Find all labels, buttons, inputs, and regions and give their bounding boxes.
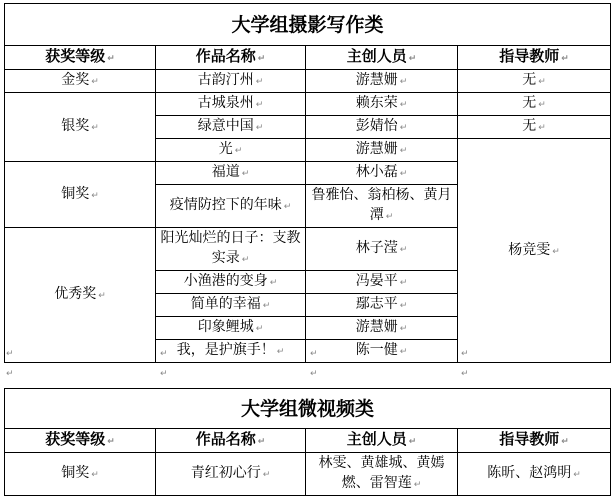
header-work: 作品名称 ↵ — [156, 46, 306, 70]
work-title-cell: 阳光灿烂的日子：支教实录 ↵ — [156, 228, 306, 271]
teacher-cell: 无 ↵ — [458, 116, 611, 139]
work-title-cell: 光 ↵ — [156, 139, 306, 162]
author-cell: 陈一健 ↵ — [306, 340, 458, 363]
author-cell: 林雯、黄雄城、黄嫣燃、雷智莲 ↵ — [306, 453, 458, 496]
work-title-cell: 印象鲤城 ↵ — [156, 317, 306, 340]
work-title-cell: 青红初心行 ↵ — [156, 453, 306, 496]
author-cell: 游慧姗 ↵ — [306, 317, 458, 340]
author-cell: 游慧姗 ↵ — [306, 70, 458, 93]
table-row — [5, 453, 611, 496]
table-title: 大学组摄影写作类 — [5, 4, 611, 46]
header-teacher: 指导教师 ↵ — [458, 46, 611, 70]
work-title-cell: 古城泉州 ↵ — [156, 93, 306, 116]
author-cell: 冯晏平 ↵ — [306, 271, 458, 294]
header-work: 作品名称 ↵ — [156, 429, 306, 453]
author-cell: 林小磊 ↵ — [306, 162, 458, 185]
shared-teacher-cell: 杨竞雯 ↵ — [458, 139, 611, 363]
teacher-cell: 陈昕、赵鸿明 ↵ — [458, 453, 611, 496]
table-title: 大学组微视频类 — [5, 389, 611, 429]
award-level-cell: 铜奖 ↵ — [5, 162, 156, 228]
author-cell: 彭婧怡 ↵ — [306, 116, 458, 139]
work-title-cell: 我，是护旗手！ ↵ — [156, 340, 306, 363]
work-title-cell: 简单的幸福 ↵ — [156, 294, 306, 317]
table-row — [5, 93, 611, 116]
award-level-cell: 优秀奖 ↵ — [5, 228, 156, 363]
work-title-cell: 绿意中国 ↵ — [156, 116, 306, 139]
work-title-cell: 小渔港的变身 ↵ — [156, 271, 306, 294]
author-cell: 鲁雅怡、翁柏杨、黄月潭 ↵ — [306, 185, 458, 228]
author-cell: 林子滢 ↵ — [306, 228, 458, 271]
header-author: 主创人员 ↵ — [306, 46, 458, 70]
teacher-cell: 无 ↵ — [458, 93, 611, 116]
author-cell: 赖东荣 ↵ — [306, 93, 458, 116]
header-author: 主创人员 ↵ — [306, 429, 458, 453]
header-level: 获奖等级 ↵ — [5, 46, 156, 70]
author-cell: 鄢志平 ↵ — [306, 294, 458, 317]
teacher-cell: 无 ↵ — [458, 70, 611, 93]
header-level: 获奖等级 ↵ — [5, 429, 156, 453]
paragraph-mark-row: ↵ ↵ ↵ ↵ — [6, 369, 469, 379]
micro-video-awards-table — [4, 388, 611, 496]
work-title-cell: 疫情防控下的年味 ↵ — [156, 185, 306, 228]
author-cell: 游慧姗 ↵ — [306, 139, 458, 162]
award-level-cell: 铜奖 ↵ — [5, 453, 156, 496]
work-title-cell: 福道 ↵ — [156, 162, 306, 185]
photo-writing-awards-table — [4, 3, 611, 363]
award-level-cell: 金奖 ↵ — [5, 70, 156, 93]
work-title-cell: 古韵汀州 ↵ — [156, 70, 306, 93]
table-row — [5, 70, 611, 93]
header-teacher: 指导教师 ↵ — [458, 429, 611, 453]
paragraph-mark-row: ↵ ↵ ↵ ↵ — [6, 349, 469, 359]
award-level-cell: 银奖 ↵ — [5, 93, 156, 162]
